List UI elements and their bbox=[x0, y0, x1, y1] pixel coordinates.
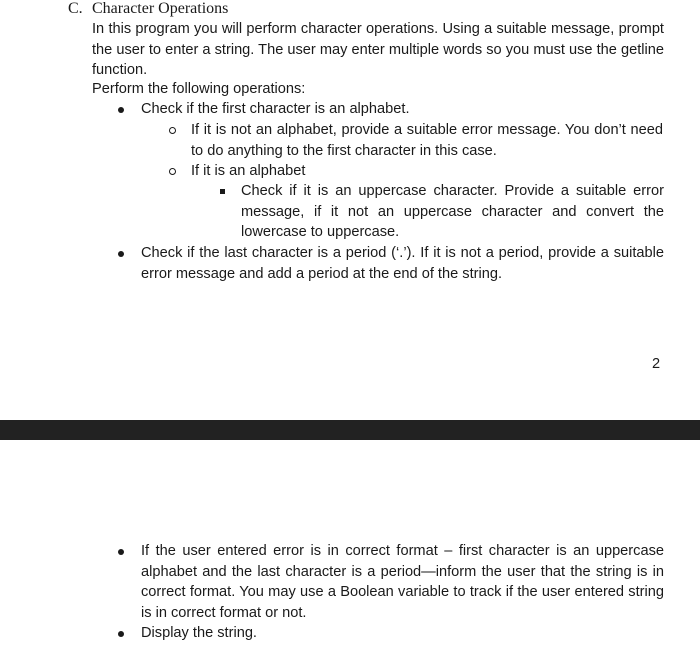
list-item-text: Check if the first character is an alphabet. bbox=[141, 101, 410, 117]
bullet-circle-icon bbox=[169, 127, 176, 134]
intro-paragraph: In this program you will perform character operations. Using a suitable message, prompt the user to enter a string. The user may enter multiple words so you must use the getline function. bbox=[92, 21, 664, 79]
list-item-text: If it is an alphabet bbox=[191, 163, 306, 179]
list-item-text: Display the string. bbox=[141, 625, 257, 641]
section-title: Character Operations bbox=[92, 0, 229, 17]
section-marker: C. bbox=[68, 0, 83, 17]
section-heading bbox=[68, 0, 228, 20]
bullet-disc-icon bbox=[118, 107, 124, 113]
bullet-disc-icon bbox=[118, 549, 124, 555]
bullet-disc-icon bbox=[118, 251, 124, 257]
list-item-text: Check if the last character is a period (‘.’). If it is not a period, provide a suitable error message and add a period at the end of the string. bbox=[141, 245, 664, 282]
page-number: 2 bbox=[652, 356, 661, 372]
list-item-text: Check if it is an uppercase character. Provide a suitable error message, if it not an uppercase character and convert the lowercase to uppercase. bbox=[241, 183, 664, 241]
page-separator bbox=[0, 420, 700, 440]
bullet-disc-icon bbox=[118, 631, 124, 637]
perform-label: Perform the following operations: bbox=[92, 81, 306, 97]
list-item-text: If the user entered error is in correct format – first character is an uppercase alphabet and the last character is a period—inform the user that the string is in correct format. You may use a Boolean variable to track if the user entered string is in correct format or not. bbox=[141, 543, 664, 621]
document-page-2 bbox=[0, 440, 700, 645]
bullet-circle-icon bbox=[169, 168, 176, 175]
list-item-text: If it is not an alphabet, provide a suitable error message. You don’t need to do anything to the first character in this case. bbox=[191, 122, 663, 159]
bullet-square-icon bbox=[220, 189, 225, 194]
